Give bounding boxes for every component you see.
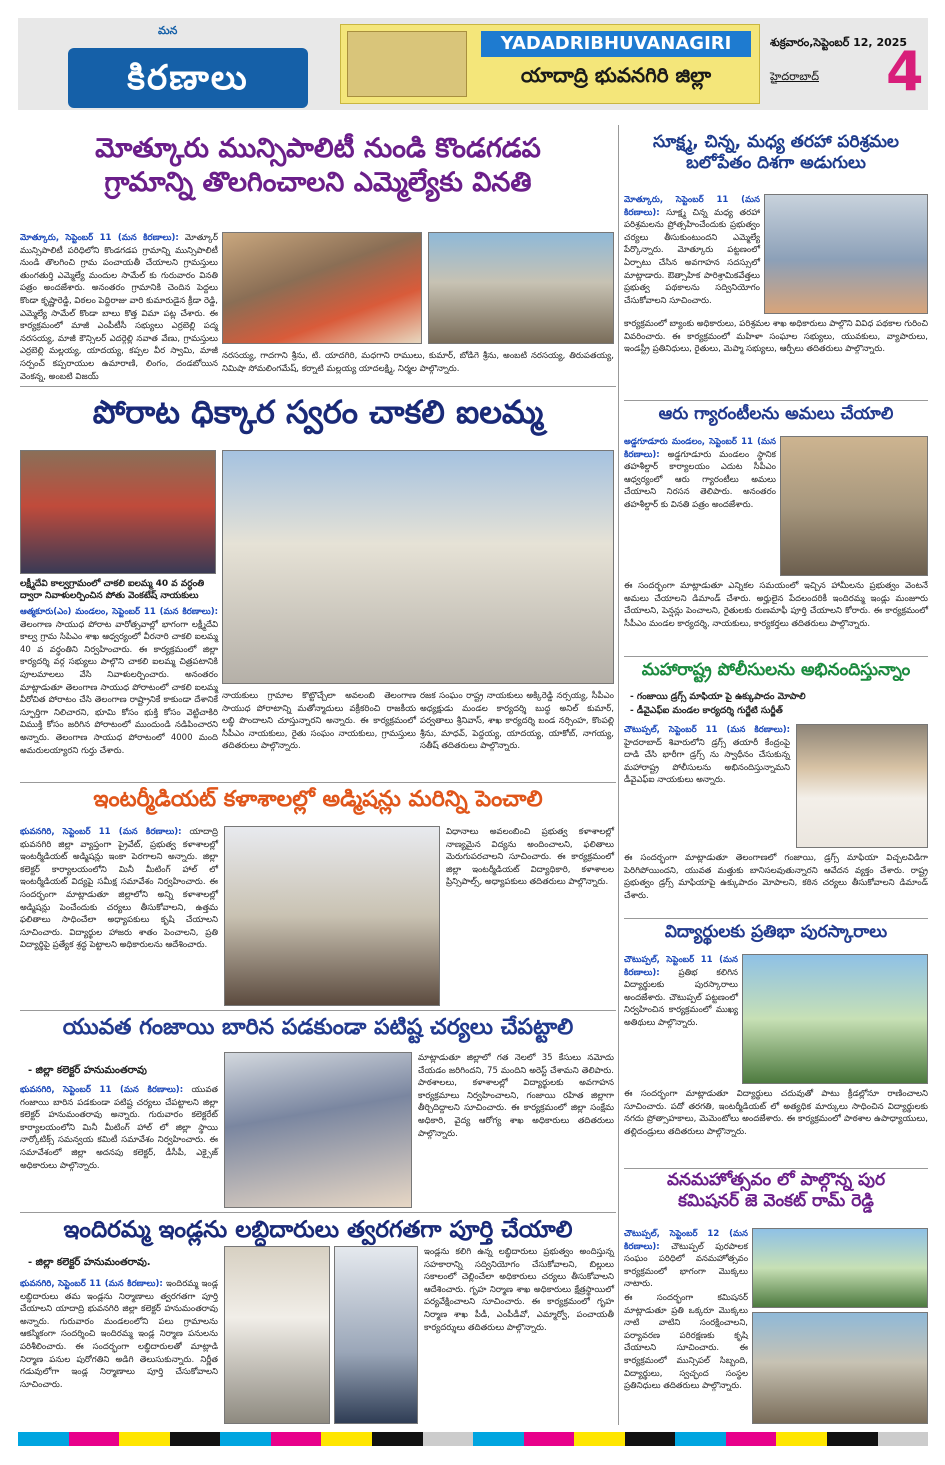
news-photo [224, 1052, 412, 1208]
article-5-body [20, 1278, 218, 1426]
news-photo [780, 436, 928, 576]
article-3-headline: ఇంటర్మీడియట్ కళాశాలల్లో అడ్మిషన్లు మరిన్ని పెంచాలి [93, 787, 543, 812]
temple-picture [347, 31, 467, 97]
color-swatch [524, 1432, 575, 1446]
article-r4-headline: విద్యార్థులకు ప్రతిభా పురస్కారాలు [664, 922, 888, 942]
dateline: భువనగిరి, సెప్టెంబర్ 11 (మన కిరణాలు): [20, 827, 182, 837]
article-r4-body [624, 954, 738, 1084]
news-photo [752, 1228, 928, 1308]
newspaper-logo: కిరణాలు [68, 48, 308, 108]
article-text: యువత గంజాయి బారిన పడకుండా పటిష్ట చర్యలు చేపట్టాలని జిల్లా కలెక్టర్ హనుమంతరావు అన్నారు. గురువారం కలెక్టరేట్ కార్యాలయంలోని మినీ మీటింగ్ హాల్ లో జిల్లా స్థాయి నార్కోటిక్స్ సమన్వయ కమిటీ సమావేశం నిర్వహించారు. ఈ సమావేశంలో జిల్లా అదనపు కలెక్టర్, డీసీపీ, ఎక్సైజ్ అధికారులు పాల్గొన్నారు. [20, 1085, 218, 1171]
article-1-body [20, 232, 218, 382]
article-r5-headline [624, 1170, 928, 1213]
color-swatch [423, 1432, 474, 1446]
article-r1-headline [624, 132, 928, 175]
color-swatch [726, 1432, 777, 1446]
dateline: భువనగిరి, సెప్టెంబర్ 11 (మన కిరణాలు): [20, 1085, 184, 1095]
news-photo [224, 1246, 330, 1424]
news-photo [764, 194, 928, 314]
news-photo [742, 954, 928, 1084]
article-r5-body [624, 1228, 748, 1288]
issue-date: శుక్రవారం,సెప్టెంబర్ 12, 2025 [770, 36, 908, 49]
article-r2-body-continued: ఈ సందర్భంగా మాట్లాడుతూ ఎన్నికల సమయంలో ఇచ్చిన హామీలను ప్రభుత్వం వెంటనే అమలు చేయాలని డిమాండ్ చేశారు. అర్హులైన పేదలందరికీ ఇందిరమ్మ ఇండ్లు మంజూరు చేయాలని, పెన్షన్లు పెంచాలని, రైతులకు రుణమాఫీ పూర్తి చేయాలని కోరారు. ఈ కార్యక్రమంలో సీపీఎం మండల కార్యదర్శి, నాయకులు, కార్యకర్తలు తదితరులు పాల్గొన్నారు. [624, 581, 928, 629]
article-r5-body-continued: ఈ సందర్భంగా కమిషనర్ మాట్లాడుతూ ప్రతి ఒక్కరూ మొక్కలు నాటి వాటిని సంరక్షించాలని, పర్యావరణ పరిరక్షణకు కృషి చేయాలని సూచించారు. ఈ కార్యక్రమంలో మున్సిపల్ సిబ్బంది, విద్యార్థులు, స్వచ్ఛంద సంస్థల ప్రతినిధులు తదితరులు పాల్గొన్నారు. [624, 1293, 748, 1392]
edition-city: హైదరాబాద్ [770, 70, 819, 83]
article-1-headline [20, 132, 616, 200]
article-4-subheadline: - జిల్లా కలెక్టర్ హనుమంతరావు [28, 1065, 147, 1076]
article-r3-subheadline-1: - గంజాయి డ్రగ్స్ మాఫియా పై ఉక్కుపాదం మోపాలి [630, 692, 806, 702]
divider [20, 386, 616, 387]
article-text: హైదరాబాద్ శివారులోని డ్రగ్స్ తయారీ కేంద్రంపై దాడి చేసి భారీగా డ్రగ్స్ ను స్వాధీనం చేసుకున్న మహారాష్ట్ర పోలీసులను అభినందిస్తున్నామని డీవైఎఫ్ఐ నాయకులు అన్నారు. [624, 737, 790, 786]
color-swatch [372, 1432, 423, 1446]
news-photo [224, 826, 440, 1006]
article-r1-body [624, 194, 760, 316]
headline-line-2: బలోపేతం దిశగా అడుగులు [686, 153, 866, 174]
article-2-body [20, 606, 218, 778]
dateline: మోత్కూరు, సెప్టెంబర్ 11 (మన కిరణాలు): [624, 195, 760, 218]
article-r3-body-continued: ఈ సందర్భంగా మాట్లాడుతూ తెలంగాణలో గంజాయి, డ్రగ్స్ మాఫియా విచ్చలవిడిగా పెరిగిపోయిందని, యువత మత్తుకు బానిసలవుతున్నారని ఆవేదన వ్యక్తం చేశారు. రాష్ట్ర ప్రభుత్వం డ్రగ్స్ మాఫియాపై ఉక్కుపాదం మోపాలని, కఠిన చర్యలు తీసుకోవాలని డిమాండ్ చేశారు. [624, 853, 928, 901]
article-text: మోత్కూర్ మున్సిపాలిటీ పరిధిలోని కొండగడప గ్రామాన్ని మున్సిపాలిటీ నుండి తొలగించి గ్రామ పంచాయతీ చేయాలని గ్రామస్తులు తుంగతుర్తి ఎమ్మెల్యే మందుల సామేల్ కు గురువారం వినతి పత్రం అందజేశారు. అనంతరం గ్రామానికి చెందిన పెద్దలు కొండా కృష్ణారెడ్డి, విఠలం పెద్దిరాజు వారి కుమారుడైన క్రీడా రెడ్డి, ఎమ్మెల్యే సామేల్ కొండా బాలు కొత్త విమా పట్ల చేశారు. ఈ కార్యక్రమంలో మాజీ ఎంపీటీసీ సభ్యులు ఎర్రబెల్లి పద్మ నరసయ్య, మాజీ కౌన్సిలర్ ఎదర్గెల్లి నవాత వేణు, గ్రామస్తులు ఎర్రబెల్లి మల్లయ్య, యాదయ్య, కప్పల వీర స్వామి, మాజీ సర్పంచ్ కప్పరాయుల ఉమారాణి, లింగం, దండబోయిన వెంకన్న, అంబటి విజయ్ [20, 233, 218, 382]
article-4-body [20, 1084, 218, 1208]
headline-line-1: మోత్కూరు మున్సిపాలిటీ నుండి కొండగడప [95, 133, 541, 164]
article-r3-subheadline-2: - డీవైఎఫ్ఐ మండల కార్యదర్శి గుర్జేటి సుర్జీత్ [630, 706, 783, 716]
color-swatch [220, 1432, 271, 1446]
article-text: అడ్డగూడూరు మండలం స్థానిక తహశీల్దార్ కార్యాలయం ఎదుట సీపీఎం ఆధ్వర్యంలో ఆరు గ్యారంటీలు అమలు చేయాలని నిరసన తెలిపారు. అనంతరం తహశీల్దార్ కు వినతి పత్రం అందజేశారు. [624, 449, 776, 510]
article-2-body-continued-2: రజక సంఘం రాష్ట్ర నాయకులు అక్కిరెడ్డి నర్సయ్య, సీపీఎం అధ్యక్షుడు మండల కార్యదర్శి బుద్ధ అనిల్ కుమార్, పర్వతాలు శ్రీనివాస్, శాఖ కార్యదర్శి బండ నర్సింహ, కొంపల్లి శ్రీను, మాధవ్, పెద్దయ్య, యాదయ్య, యాకోబ్, నాగయ్య, సతీష్ తదితరులు పాల్గొన్నారు. [420, 691, 614, 752]
portrait-photo [796, 724, 928, 848]
color-swatch [119, 1432, 170, 1446]
masthead [18, 18, 928, 110]
article-text: సూక్ష్మ చిన్న మధ్య తరహా పరిశ్రమలను ప్రోత్సహించేందుకు ప్రభుత్వం చర్యలు తీసుకుంటుందని ఎమ్మెల్యే పేర్కొన్నారు. మోత్కూరు పట్టణంలో ఏర్పాటు చేసిన అవగాహన సదస్సులో మాట్లాడారు. ఔత్సాహిక పారిశ్రామికవేత్తలు ప్రభుత్వ పథకాలను సద్వినియోగం చేసుకోవాలని సూచించారు. [624, 207, 760, 306]
color-swatch [827, 1432, 878, 1446]
article-5-headline: ఇందిరమ్మ ఇండ్లను లబ్ధిదారులు త్వరగతగా పూర్తి చేయాలి [63, 1217, 573, 1243]
color-swatch [321, 1432, 372, 1446]
article-2-body-continued: నాయకులు గ్రామాల కొట్టొచ్చేలా అవలంబి తెలంగాణ సాయుధ పోరాటాన్ని మతోన్మాదులు వక్రీకరించి రాజకీయ లబ్ధి పొందాలని చూస్తున్నారని అన్నారు. ఈ కార్యక్రమంలో సీపీఎం నాయకులు, రైతు సంఘం నాయకులు, గ్రామస్తులు తదితరులు పాల్గొన్నారు. [222, 691, 416, 752]
dateline: అడ్డగూడూరు మండలం, సెప్టెంబర్ 11 (మన కిరణాలు): [624, 437, 776, 460]
divider [20, 1212, 616, 1213]
article-2-subheadline: లక్ష్మీదేవి కాల్వగ్రామంలో చాకలి ఐలమ్మ 40 వ వర్ధంతి ద్వారా నివాళులర్పించిన పోతు వెంకటేష్ నాయకులు [20, 579, 205, 601]
logo-tagline: మన [158, 24, 178, 37]
dateline: చౌటుప్పల్, సెప్టెంబర్ 11 (మన కిరణాలు): [624, 955, 738, 978]
article-r3-body [624, 724, 790, 848]
dateline: చౌటుప్పల్, సెప్టెంబర్ 12 (మన కిరణాలు): [624, 1229, 748, 1252]
color-swatch [18, 1432, 69, 1446]
article-text: యాదాద్రి భువనగిరి జిల్లా వ్యాప్తంగా ప్రైవేట్, ప్రభుత్వ కళాశాలల్లో ఇంటర్మీడియట్ అడ్మిషన్లు ఇంకా పెరగాలని అన్నారు. జిల్లా కలెక్టర్ కార్యాలయంలోని మినీ మీటింగ్ హాల్ లో ఇంటర్మీడియట్ విద్యపై సమీక్ష సమావేశం నిర్వహించారు. ఈ సందర్భంగా మాట్లాడుతూ జిల్లాలోని అన్ని కళాశాలల్లో అడ్మిషన్లు పెంచేందుకు చర్యలు తీసుకోవాలని, ఉత్తమ ఫలితాలు సాధించేలా అధ్యాపకులు కృషి చేయాలని సూచించారు. విద్యార్థుల హాజరు శాతం పెంచాలని, ప్రతి విద్యార్థిపై ప్రత్యేక శ్రద్ధ పెట్టాలని అధికారులను ఆదేశించారు. [20, 827, 219, 951]
article-4-headline: యువత గంజాయి బారిన పడకుండా పటిష్ట చర్యలు చేపట్టాలి [62, 1015, 574, 1040]
headline-line-1: వనమహోత్సవం లో పాల్గొన్న పుర [666, 1170, 886, 1190]
color-swatch [878, 1432, 929, 1446]
divider [624, 918, 928, 919]
color-swatch [473, 1432, 524, 1446]
color-swatch [625, 1432, 676, 1446]
article-5-body-continued: ఇండ్లను కలిగి ఉన్న లబ్ధిదారులు ప్రభుత్వం అందిస్తున్న సహకారాన్ని సద్వినియోగం చేసుకోవాలని, బిల్లులు సకాలంలో చెల్లించేలా అధికారులు చర్యలు తీసుకోవాలని ఆదేశించారు. గృహ నిర్మాణ శాఖ అధికారులు క్షేత్రస్థాయిలో పర్యవేక్షించాలని సూచించారు. ఈ కార్యక్రమంలో గృహ నిర్మాణ శాఖ పీడీ, ఎంపీడీవో, ఎమ్మార్వో, పంచాయతీ కార్యదర్శులు తదితరులు పాల్గొన్నారు. [424, 1247, 614, 1333]
dateline: ఆత్మకూరు(ఎం) మండలం, సెప్టెంబర్ 11 (మన కిరణాలు): [20, 607, 218, 617]
dateline: భువనగిరి, సెప్టెంబర్ 11 (మన కిరణాలు): [20, 1279, 163, 1289]
article-text: ప్రతిభ కలిగిన విద్యార్థులకు పురస్కారాలు అందజేశారు. చౌటుప్పల్ పట్టణంలో నిర్వహించిన కార్యక్రమంలో ముఖ్య అతిథులు పాల్గొన్నారు. [624, 967, 738, 1028]
color-swatch [776, 1432, 827, 1446]
headline-line-1: సూక్ష్మ, చిన్న, మధ్య తరహా పరిశ్రమల [653, 132, 899, 152]
article-r2-body [624, 436, 776, 576]
news-photo [428, 232, 614, 344]
divider [20, 1010, 616, 1011]
district-name-en: YADADRIBHUVANAGIRI [481, 31, 751, 57]
dateline: మోత్కూరు, సెప్టెంబర్ 11 (మన కిరణాలు): [20, 233, 179, 243]
headline-line-2: గ్రామాన్ని తొలగించాలని ఎమ్మెల్యేకు వినతి [104, 166, 532, 198]
news-photo [222, 450, 614, 684]
district-name-te: యాదాద్రి భువనగిరి జిల్లా [520, 63, 712, 87]
news-photo [20, 450, 216, 574]
article-text: ఇందిరమ్మ ఇండ్ల లబ్ధిదారులు తమ ఇండ్లను నిర్మాణాలు త్వరగతగా పూర్తి చేయాలని యాదాద్రి భువనగిరి జిల్లా కలెక్టర్ హనుమంతరావు అన్నారు. గురువారం మండలంలోని పలు గ్రామాలను ఆకస్మికంగా సందర్శించి ఇందిరమ్మ ఇండ్ల నిర్మాణ పనులను పరిశీలించారు. ఈ సందర్భంగా లబ్ధిదారులతో మాట్లాడి నిర్మాణ పనుల పురోగతిని అడిగి తెలుసుకున్నారు. నిర్ణీత గడువులోగా ఇండ్ల నిర్మాణాలు పూర్తి చేసుకోవాలని సూచించారు. [20, 1279, 218, 1390]
color-swatch [271, 1432, 322, 1446]
article-r4-body-continued: ఈ సందర్భంగా మాట్లాడుతూ విద్యార్థులు చదువుతో పాటు క్రీడల్లోనూ రాణించాలని సూచించారు. పదో తరగతి, ఇంటర్మీడియట్ లో అత్యధిక మార్కులు సాధించిన విద్యార్థులకు నగదు ప్రోత్సాహకాలు, మెమెంటోలు అందజేశారు. ఈ కార్యక్రమంలో పాఠశాల ఉపాధ్యాయులు, తల్లిదండ్రులు తదితరులు పాల్గొన్నారు. [624, 1089, 928, 1137]
article-2-headline: పోరాట ధిక్కార స్వరం చాకలి ఐలమ్మ [92, 393, 544, 431]
article-5-subheadline: - జిల్లా కలెక్టర్ హనుమంతరావు. [28, 1257, 151, 1268]
color-swatch [574, 1432, 625, 1446]
column-divider [618, 125, 619, 1425]
divider [624, 1168, 928, 1169]
color-swatch [170, 1432, 221, 1446]
article-3-body-continued: విధానాలు అవలంబించి ప్రభుత్వ కళాశాలల్లో నాణ్యమైన విద్యను అందించాలని, ఫలితాలు మెరుగుపరచాలని సూచించారు. ఈ కార్యక్రమంలో జిల్లా ఇంటర్మీడియట్ విద్యాధికారి, కళాశాలల ప్రిన్సిపాల్స్, అధ్యాపకులు తదితరులు పాల్గొన్నారు. [446, 827, 614, 888]
article-r3-headline: మహారాష్ట్ర పోలీసులను అభినందిస్తున్నాం [641, 660, 911, 680]
page-number: 4 [886, 40, 924, 103]
article-r1-body-continued: కార్యక్రమంలో బ్యాంకు అధికారులు, పరిశ్రమల శాఖ అధికారులు పాల్గొని వివిధ పథకాల గురించి వివరించారు. ఈ కార్యక్రమంలో మహిళా సంఘాల సభ్యులు, యువకులు, వ్యాపారులు, ఇండస్ట్రీ ప్రతినిధులు, రైతులు, మెప్మా సభ్యులు, ఆర్పీలు తదితరులు పాల్గొన్నారు. [624, 319, 928, 355]
color-swatch [675, 1432, 726, 1446]
article-4-body-continued: మాట్లాడుతూ జిల్లాలో గత నెలలో 35 కేసులు నమోదు చేయడం జరిగిందని, 75 మందిని అరెస్ట్ చేశామని తెలిపారు. పాఠశాలలు, కళాశాలల్లో విద్యార్థులకు అవగాహన కార్యక్రమాలు నిర్వహించాలని, గంజాయి రహిత జిల్లాగా తీర్చిదిద్దాలని సూచించారు. ఈ కార్యక్రమంలో జిల్లా సంక్షేమ అధికారి, వైద్య ఆరోగ్య శాఖ అధికారులు తదితరులు పాల్గొన్నారు. [418, 1053, 614, 1139]
article-3-body [20, 826, 218, 1006]
registration-color-bar [18, 1432, 928, 1446]
divider [20, 782, 616, 783]
headline-line-2: కమిషనర్ జె వెంకట్ రామ్ రెడ్డి [678, 1191, 874, 1212]
news-photo [222, 232, 422, 344]
news-photo [752, 1312, 928, 1424]
article-r2-headline: ఆరు గ్యారంటీలను అమలు చేయాలి [658, 404, 894, 424]
dateline: చౌటుప్పల్, సెప్టెంబర్ 11 (మన కిరణాలు): [624, 725, 790, 735]
divider [624, 400, 928, 401]
article-1-caption: నరసయ్య, గాదగాని శ్రీను, టి. యాదగిరి, మధగాని రాములు, కుమార్, బోడిగె శ్రీను, అంబటి నరసయ్య, తిరుపతయ్య, నిమిషా సోమలింగమేష్, కర్నాటి మల్లయ్య యాదలక్ష్మి, నిర్మల పాల్గొన్నారు. [222, 351, 614, 374]
district-banner [340, 24, 760, 104]
article-text: తెలంగాణ సాయుధ పోరాట వారోత్సవాల్లో భాగంగా లక్ష్మీదేవి కాల్వ గ్రామ సిపిఎం శాఖ ఆధ్వర్యంలో వీరనారి చాకలి ఐలమ్మ 40 వ వర్ధంతిని నిర్వహించారు. ఈ కార్యక్రమంలో జిల్లా కార్యదర్శి వర్గ సభ్యులు పాల్గొని చాకలి ఐలమ్మ చిత్రపటానికి పూలమాలలు వేసి నివాళులర్పించారు. అనంతరం మాట్లాడుతూ తెలంగాణ సాయుధ పోరాటంలో చాకలి ఐలమ్మ వీరోచిత పోరాటం చేసి తెలంగాణ రాష్ట్రానికే కాకుండా దేశానికే స్ఫూర్తిగా నిలిచారని, భూమి కోసం భుక్తి కోసం వెట్టిచాకిరి విముక్తి కోసం జరిగిన పోరాటంలో ముందుండి నడిపించారని అన్నారు. తెలంగాణ సాయుధ పోరాటంలో 4000 మంది అమరులయ్యారని గుర్తు చేశారు. [20, 619, 218, 756]
article-text: చౌటుప్పల్ పురపాలక సంఘం పరిధిలో వనమహోత్సవం కార్యక్రమంలో భాగంగా మొక్కలు నాటారు. [624, 1241, 748, 1290]
news-photo [334, 1246, 418, 1424]
divider [624, 656, 928, 657]
color-swatch [69, 1432, 120, 1446]
